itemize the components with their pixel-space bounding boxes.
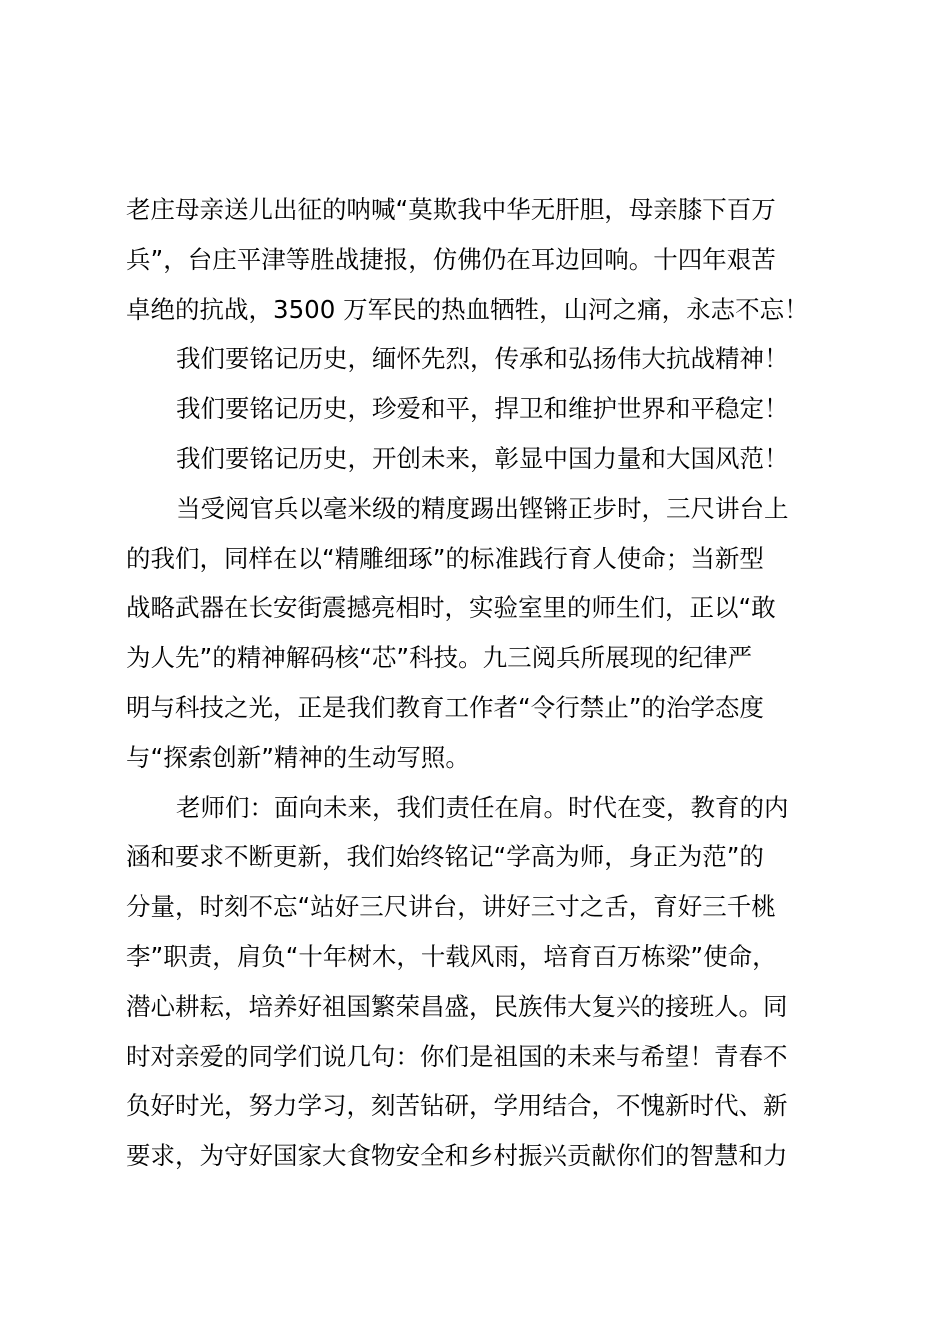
text-line: 我们要铭记历史，珍爱和平，捍卫和维护世界和平稳定！ [176,394,789,424]
text-line: 当受阅官兵以毫米级的精度踢出铿锵正步时，三尺讲台上 [176,493,789,523]
text-line: 与“探索创新”精神的生动写照。 [126,742,470,772]
text-line: 兵”，台庄平津等胜战捷报，仿佛仍在耳边回响。十四年艰苦 [126,244,776,274]
text-line: 老师们：面向未来，我们责任在肩。时代在变，教育的内 [176,792,789,822]
text-line: 我们要铭记历史，开创未来，彰显中国力量和大国风范！ [176,443,789,473]
text-line: 明与科技之光，正是我们教育工作者“令行禁止”的治学态度 [126,692,764,722]
text-line: 我们要铭记历史，缅怀先烈，传承和弘扬伟大抗战精神！ [176,344,789,374]
text-line: 分量，时刻不忘“站好三尺讲台，讲好三寸之舌，育好三千桃 [126,892,776,922]
text-line: 老庄母亲送儿出征的呐喊“莫欺我中华无肝胆，母亲膝下百万 [126,195,776,224]
text-line: 负好时光，努力学习，刻苦钻研，学用结合，不愧新时代、新 [126,1091,788,1121]
text-line: 李”职责，肩负“十年树木，十载风雨，培育百万栋梁”使命， [126,941,777,971]
text-line: 为人先”的精神解码核“芯”科技。九三阅兵所展现的纪律严 [126,643,753,673]
text-line: 涵和要求不断更新，我们始终铭记“学高为师，身正为范”的 [126,842,764,872]
text-line: 要求，为守好国家大食物安全和乡村振兴贡献你们的智慧和力 [126,1141,788,1171]
text-line: 卓绝的抗战，3500 万军民的热血牺牲，山河之痛，永志不忘！ [126,294,809,324]
text-line: 战略武器在长安街震撼亮相时，实验室里的师生们，正以“敢 [126,593,776,623]
text-line: 潜心耕耘，培养好祖国繁荣昌盛，民族伟大复兴的接班人。同 [126,991,788,1021]
text-line: 的我们，同样在以“精雕细琢”的标准践行育人使命；当新型 [126,543,764,573]
body-text [126,185,832,1181]
text-line: 时对亲爱的同学们说几句：你们是祖国的未来与希望！青春不 [126,1041,788,1071]
